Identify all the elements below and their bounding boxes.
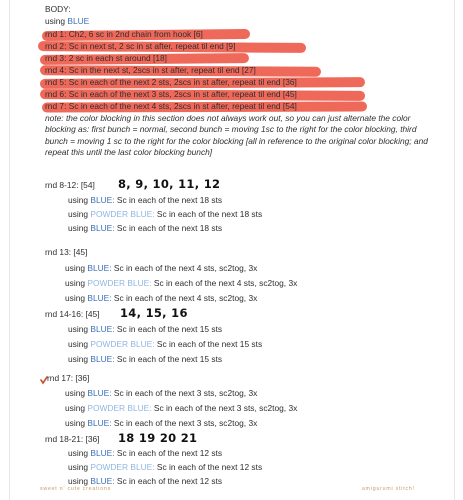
header-color-line: using BLUE <box>45 16 90 26</box>
handwritten-round-numbers: 8, 9, 10, 11, 12 <box>118 177 221 191</box>
round-line: rnd 3: 2 sc in each st around [18] <box>45 53 167 63</box>
footer-brand: sweet n' cute creations <box>40 486 112 492</box>
instruction-line: using BLUE: Sc in each of the next 4 sts, sc2tog, 3x <box>65 293 258 303</box>
color-label-blue: BLUE: <box>87 293 112 303</box>
color-label-blue: BLUE: <box>87 263 112 273</box>
color-label-powder-blue: POWDER BLUE: <box>90 209 155 219</box>
instruction-line: using POWDER BLUE: Sc in each of the next 12 sts <box>68 462 263 472</box>
instruction-line: using POWDER BLUE: Sc in each of the next 4 sts, sc2tog, 3x <box>65 278 298 288</box>
handwritten-round-numbers: 14, 15, 16 <box>120 306 188 320</box>
color-label-powder-blue: POWDER BLUE: <box>87 278 152 288</box>
round-heading: rnd 18-21: [36] <box>45 434 100 444</box>
instruction-line: using BLUE: Sc in each of the next 15 sts <box>68 354 223 364</box>
instruction-line: using BLUE: Sc in each of the next 3 sts, sc2tog, 3x <box>65 388 258 398</box>
round-line: rnd 7: Sc in each of the next 4 sts, 2scs in st after, repeat til end [54] <box>45 101 297 111</box>
instruction-line: using BLUE: Sc in each of the next 12 sts <box>68 476 223 486</box>
instruction-line: using POWDER BLUE: Sc in each of the next 18 sts <box>68 209 263 219</box>
color-label-blue: BLUE: <box>90 195 115 205</box>
instruction-line: using BLUE: Sc in each of the next 3 sts, sc2tog, 3x <box>65 418 258 428</box>
color-label-blue: BLUE: <box>87 418 112 428</box>
color-label-blue: BLUE: <box>90 223 115 233</box>
instruction-line: using BLUE: Sc in each of the next 4 sts, sc2tog, 3x <box>65 263 258 273</box>
instruction-line: using POWDER BLUE: Sc in each of the next 15 sts <box>68 339 263 349</box>
color-label-blue: BLUE: <box>90 324 115 334</box>
color-label-powder-blue: POWDER BLUE: <box>90 339 155 349</box>
round-heading: rnd 13: [45] <box>45 247 88 257</box>
color-label-powder-blue: POWDER BLUE: <box>90 462 155 472</box>
instruction-line: using BLUE: Sc in each of the next 18 sts <box>68 223 223 233</box>
instruction-line: using BLUE: Sc in each of the next 18 sts <box>68 195 223 205</box>
color-label-blue: BLUE: <box>90 476 115 486</box>
color-blocking-note: note: the color blocking in this section does not always work out, so you can just alternate the color blocking as: first bunch = normal, second bunch = moving 1sc to the right for the color blocking, third bunch = moving 1 sc to the right for the color blocking [all in reference to the original color blocking; and repeat this until the last color blocking bunch] <box>45 113 428 157</box>
round-heading: rnd 17: [36] <box>47 373 90 383</box>
instruction-line: using BLUE: Sc in each of the next 12 sts <box>68 448 223 458</box>
color-label-powder-blue: POWDER BLUE: <box>87 403 152 413</box>
handwritten-round-numbers: 18 19 20 21 <box>118 431 198 445</box>
round-line: rnd 4: Sc in the next st, 2scs in st after, repeat til end [27] <box>45 65 256 75</box>
color-label-blue: BLUE: <box>90 354 115 364</box>
instruction-line: using BLUE: Sc in each of the next 15 sts <box>68 324 223 334</box>
round-line: rnd 2: Sc in next st, 2 sc in st after, repeat til end [9] <box>45 41 236 51</box>
round-heading: rnd 8-12: [54] <box>45 180 95 190</box>
color-label-blue: BLUE: <box>90 448 115 458</box>
round-line: rnd 1: Ch2, 6 sc in 2nd chain from hook [6] <box>45 29 203 39</box>
round-line: rnd 6: Sc in each of the next 3 sts, 2scs in st after, repeat til end [45] <box>45 89 297 99</box>
color-label-blue: BLUE: <box>87 388 112 398</box>
instruction-line: using POWDER BLUE: Sc in each of the next 3 sts, sc2tog, 3x <box>65 403 298 413</box>
round-line: rnd 5: Sc in each of the next 2 sts, 2scs in st after, repeat til end [36] <box>45 77 297 87</box>
document-page <box>9 0 455 500</box>
color-label-blue: BLUE <box>67 16 90 26</box>
section-title: BODY: <box>45 4 71 14</box>
round-heading: rnd 14-16: [45] <box>45 309 100 319</box>
footer-tagline: amigurumi stitch! <box>362 486 415 492</box>
